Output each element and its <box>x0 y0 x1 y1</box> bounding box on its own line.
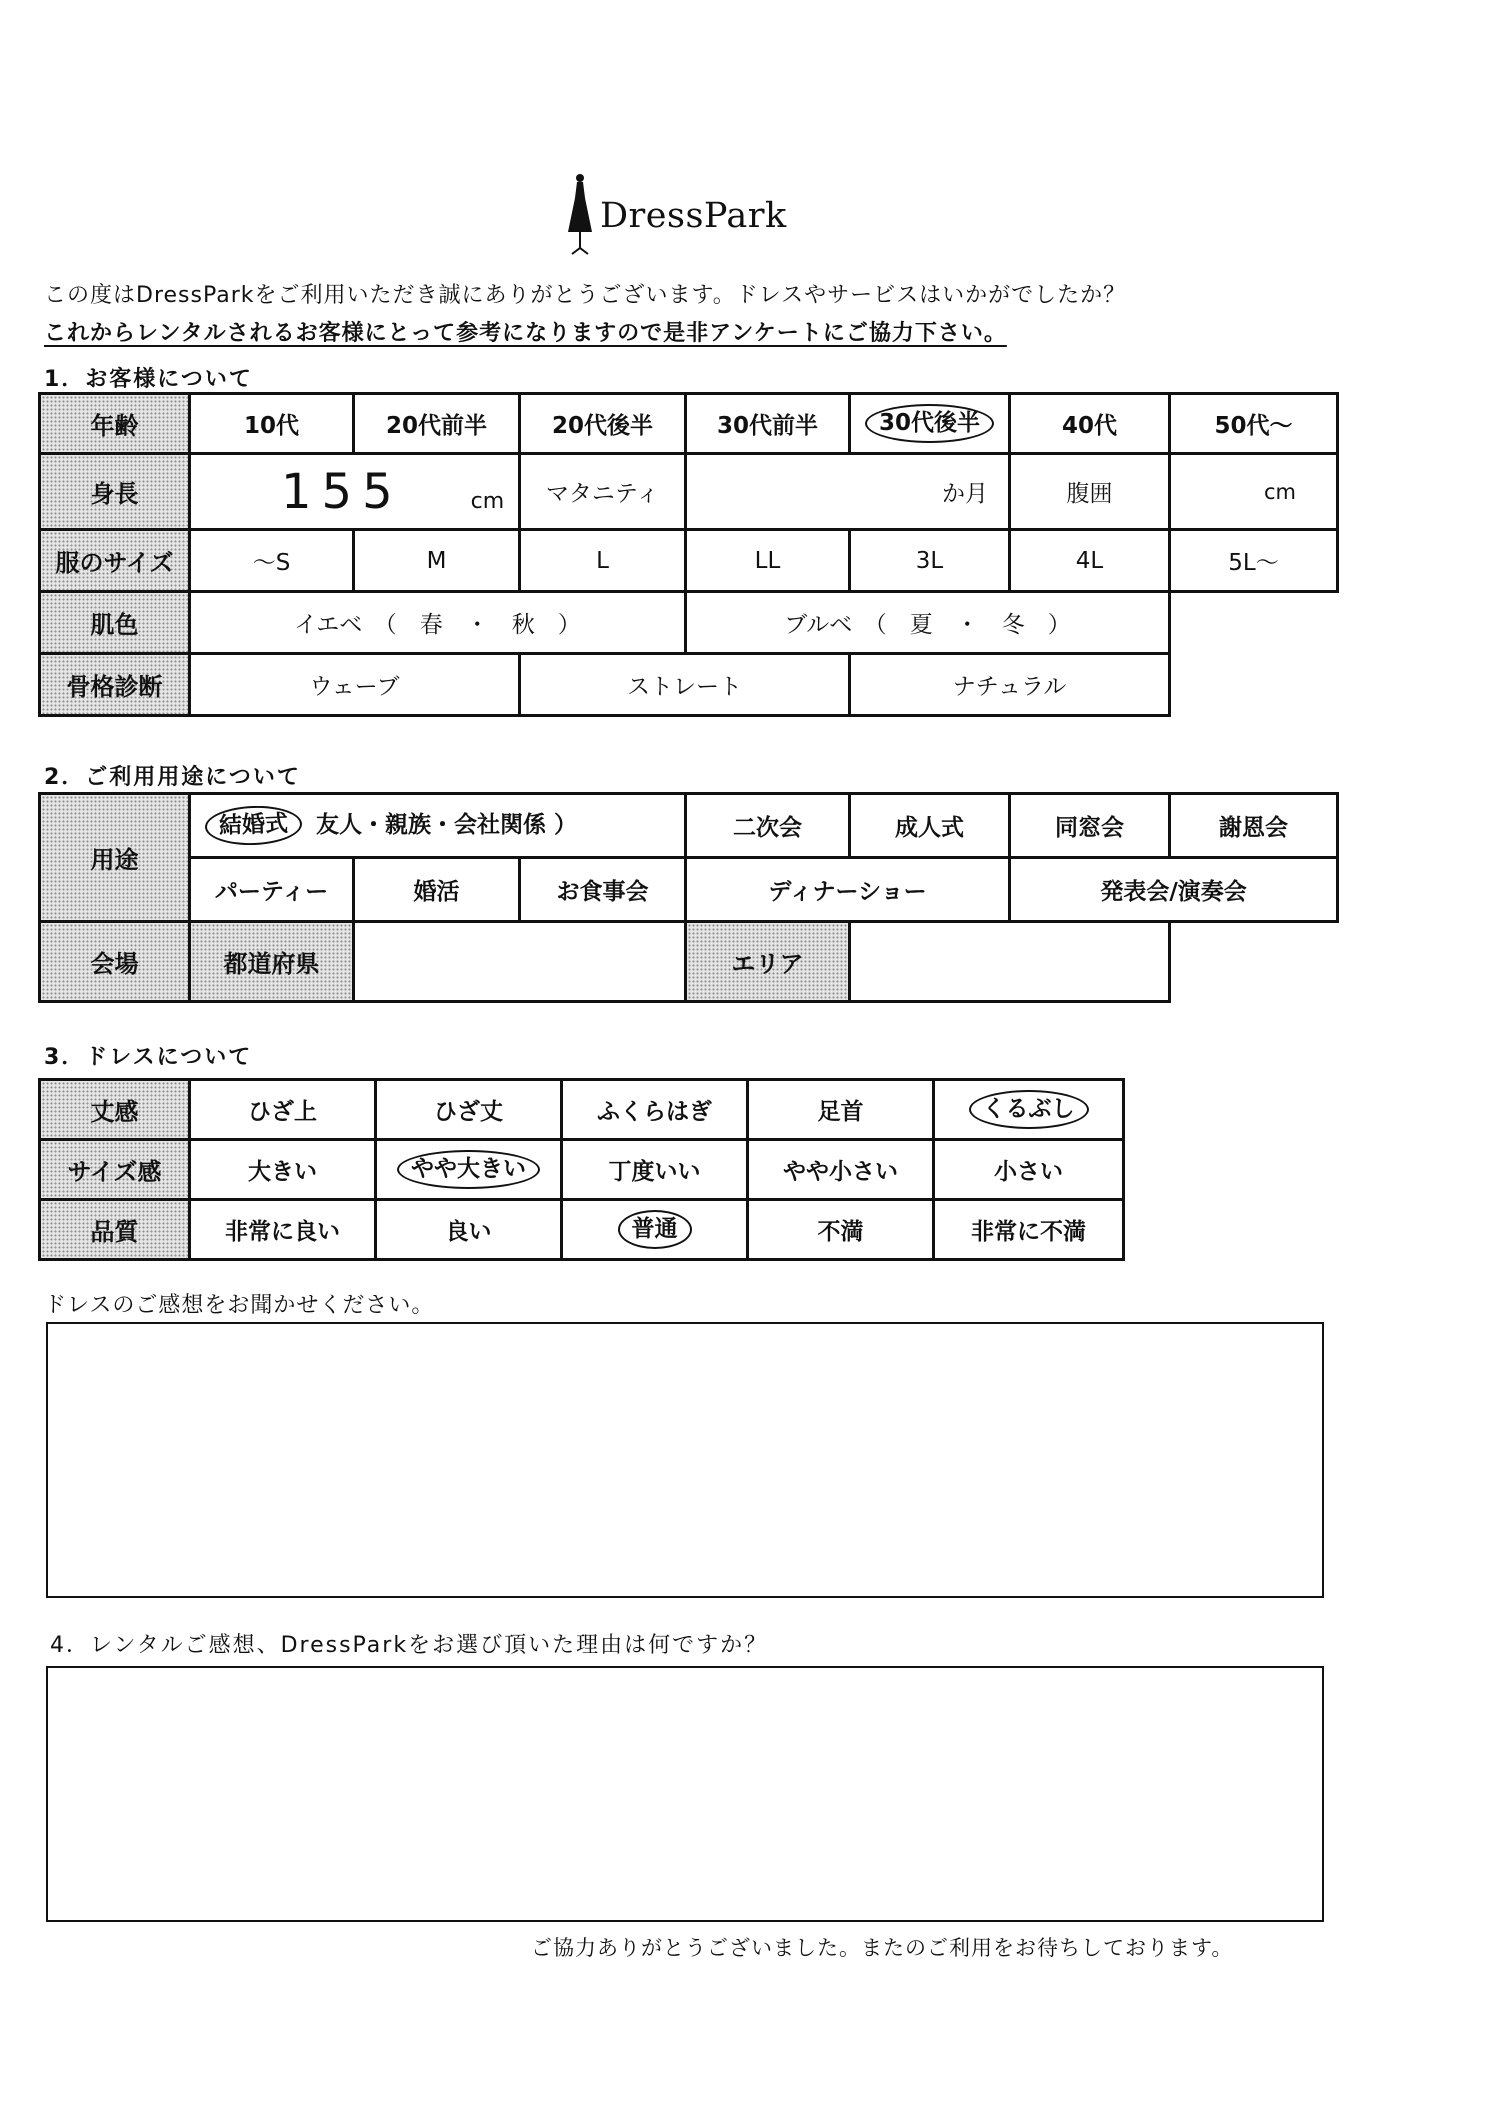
purpose-option[interactable]: 謝恩会 <box>1170 794 1338 858</box>
selection-circle: くるぶし <box>969 1090 1089 1129</box>
section1-title: 1．お客様について <box>44 367 253 392</box>
fit-option[interactable]: 大きい <box>190 1140 376 1200</box>
prefecture-label: 都道府県 <box>190 922 354 1002</box>
size-option[interactable]: ～S <box>190 530 354 592</box>
fit-label: サイズ感 <box>40 1140 190 1200</box>
quality-option-selected[interactable] <box>562 1200 748 1260</box>
usage-table <box>38 792 1339 1003</box>
selection-circle: やや大きい <box>397 1150 540 1189</box>
purpose-option[interactable]: ディナーショー <box>686 858 1010 922</box>
selection-circle: 普通 <box>618 1210 692 1249</box>
age-label: 年齢 <box>40 394 190 454</box>
purpose-option[interactable]: お食事会 <box>520 858 686 922</box>
length-option-selected[interactable] <box>934 1080 1124 1140</box>
fit-option[interactable]: 小さい <box>934 1140 1124 1200</box>
height-row <box>40 454 1338 530</box>
frame-label: 骨格診断 <box>40 654 190 716</box>
frame-option[interactable]: ストレート <box>520 654 850 716</box>
quality-label: 品質 <box>40 1200 190 1260</box>
area-field[interactable] <box>850 922 1170 1002</box>
size-option[interactable]: 4L <box>1010 530 1170 592</box>
waist-label: 腹囲 <box>1010 454 1170 530</box>
length-label: 丈感 <box>40 1080 190 1140</box>
size-option[interactable]: 5L～ <box>1170 530 1338 592</box>
age-option[interactable]: 40代 <box>1010 394 1170 454</box>
fit-option[interactable]: 丁度いい <box>562 1140 748 1200</box>
purpose-option[interactable]: 婚活 <box>354 858 520 922</box>
dress-table <box>38 1078 1125 1261</box>
height-value: 155 <box>281 463 403 520</box>
age-option[interactable]: 10代 <box>190 394 354 454</box>
length-option[interactable]: ふくらはぎ <box>562 1080 748 1140</box>
waist-field[interactable] <box>1170 454 1338 530</box>
age-option-selected[interactable] <box>850 394 1010 454</box>
quality-option[interactable]: 非常に良い <box>190 1200 376 1260</box>
rental-reason-textarea[interactable] <box>46 1666 1324 1922</box>
waist-unit: cm <box>1263 479 1296 504</box>
skin-label: 肌色 <box>40 592 190 654</box>
height-field[interactable] <box>190 454 520 530</box>
height-unit: cm <box>470 488 505 514</box>
fit-row <box>40 1140 1124 1200</box>
size-label: 服のサイズ <box>40 530 190 592</box>
size-option[interactable]: LL <box>686 530 850 592</box>
age-option[interactable]: 20代後半 <box>520 394 686 454</box>
wedding-option[interactable] <box>190 794 686 858</box>
quality-option[interactable]: 非常に不満 <box>934 1200 1124 1260</box>
frame-option[interactable]: ナチュラル <box>850 654 1170 716</box>
size-row <box>40 530 1338 592</box>
size-option[interactable]: M <box>354 530 520 592</box>
length-option[interactable]: ひざ丈 <box>376 1080 562 1140</box>
age-option[interactable]: 50代～ <box>1170 394 1338 454</box>
venue-label: 会場 <box>40 922 190 1002</box>
venue-row <box>40 922 1338 1002</box>
selection-circle: 30代後半 <box>865 404 994 443</box>
selection-circle: 結婚式 <box>204 804 302 846</box>
skin-row <box>40 592 1338 654</box>
customer-info-table <box>38 392 1339 717</box>
intro-thanks-text: この度はDressParkをご利用いただき誠にありがとうございます。ドレスやサービスはいかがでしたか？ <box>44 283 1127 308</box>
frame-row <box>40 654 1338 716</box>
area-label: エリア <box>686 922 850 1002</box>
size-option[interactable]: 3L <box>850 530 1010 592</box>
frame-option[interactable]: ウェーブ <box>190 654 520 716</box>
quality-option[interactable]: 不満 <box>748 1200 934 1260</box>
purpose-label: 用途 <box>40 794 190 922</box>
size-option[interactable]: L <box>520 530 686 592</box>
prefecture-field[interactable] <box>354 922 686 1002</box>
purpose-option[interactable]: 成人式 <box>850 794 1010 858</box>
purpose-row-1 <box>40 794 1338 858</box>
closing-thanks-text: ご協力ありがとうございました。またのご利用をお待ちしております。 <box>531 1936 1234 1960</box>
length-option[interactable]: 足首 <box>748 1080 934 1140</box>
fit-option[interactable]: やや小さい <box>748 1140 934 1200</box>
fit-option-selected[interactable] <box>376 1140 562 1200</box>
height-label: 身長 <box>40 454 190 530</box>
purpose-option[interactable]: 同窓会 <box>1010 794 1170 858</box>
age-option[interactable]: 30代前半 <box>686 394 850 454</box>
purpose-option[interactable]: 発表会/演奏会 <box>1010 858 1338 922</box>
maternity-months-field[interactable] <box>686 454 1010 530</box>
maternity-label: マタニティ <box>520 454 686 530</box>
length-option[interactable]: ひざ上 <box>190 1080 376 1140</box>
quality-option[interactable]: 良い <box>376 1200 562 1260</box>
purpose-row-2 <box>40 858 1338 922</box>
section2-title: 2．ご利用用途について <box>44 765 301 790</box>
quality-row <box>40 1200 1124 1260</box>
section4-title: 4．レンタルご感想、DressParkをお選び頂いた理由は何ですか？ <box>50 1633 769 1658</box>
wedding-detail: 友人・親族・会社関係 ） <box>316 812 578 838</box>
skin-option-yellow[interactable]: イエベ （ 春 ・ 秋 ） <box>190 592 686 654</box>
age-option[interactable]: 20代前半 <box>354 394 520 454</box>
purpose-option[interactable]: 二次会 <box>686 794 850 858</box>
section3-title: 3．ドレスについて <box>44 1045 253 1070</box>
dress-impression-textarea[interactable] <box>46 1322 1324 1598</box>
intro-request-text: これからレンタルされるお客様にとって参考になりますので是非アンケートにご協力下さい。 <box>44 321 1007 346</box>
age-row <box>40 394 1338 454</box>
brand-name: DressPark <box>600 196 787 236</box>
purpose-option[interactable]: パーティー <box>190 858 354 922</box>
skin-option-blue[interactable]: ブルベ （ 夏 ・ 冬 ） <box>686 592 1170 654</box>
months-unit: か月 <box>942 481 988 507</box>
length-row <box>40 1080 1124 1140</box>
dress-impression-prompt: ドレスのご感想をお聞かせください。 <box>44 1293 435 1318</box>
